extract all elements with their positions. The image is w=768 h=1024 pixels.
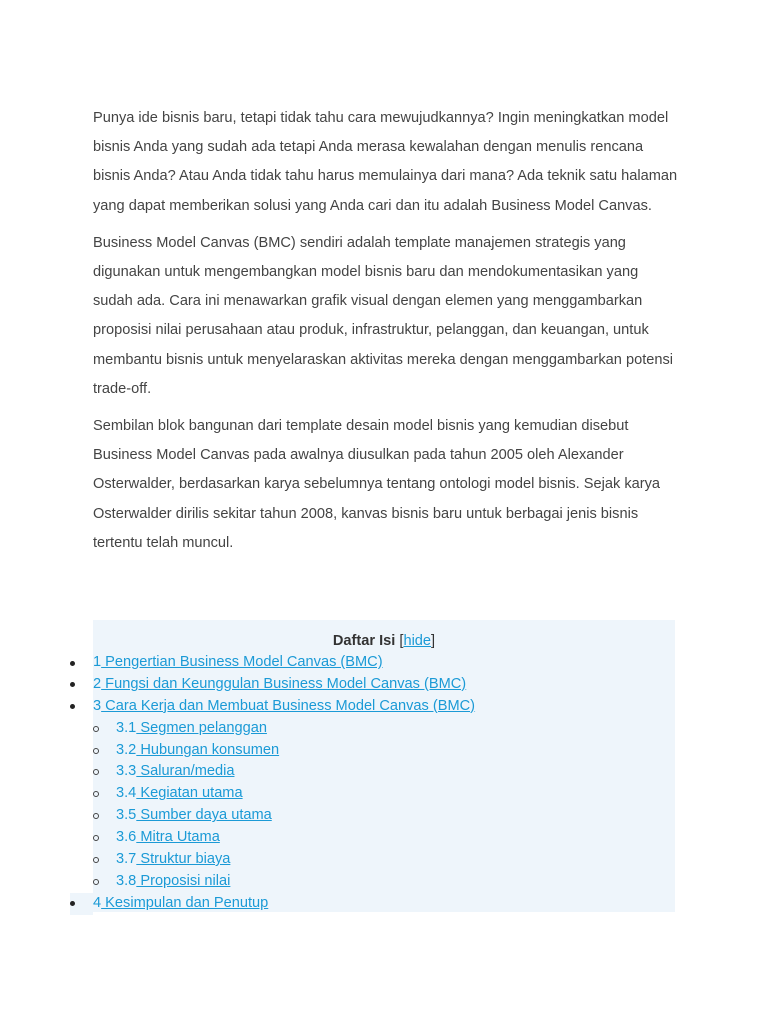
toc-item-link[interactable]: Kegiatan utama [136, 785, 243, 802]
toc-bracket-open: [ [395, 633, 404, 649]
toc-item-number[interactable]: 3.8 [116, 872, 137, 889]
toc-subitem[interactable] [0, 871, 768, 893]
toc-item[interactable] [0, 674, 768, 696]
toc-item-link[interactable]: Proposisi nilai [136, 872, 231, 889]
toc-item-link[interactable]: Struktur biaya [136, 851, 231, 868]
circle-bullet-icon [93, 791, 99, 797]
bullet-icon [70, 682, 75, 687]
toc-header [93, 630, 675, 652]
toc-subitem[interactable] [0, 761, 768, 783]
bullet-icon [70, 901, 75, 906]
toc-item-link[interactable]: Kesimpulan dan Penutup [101, 894, 269, 911]
circle-bullet-icon [93, 726, 99, 732]
toc-item[interactable] [0, 893, 768, 915]
bullet-icon [70, 661, 75, 666]
toc-item-link[interactable]: Cara Kerja dan Membuat Business Model Canvas (BMC) [101, 697, 476, 714]
toc-list [0, 652, 768, 915]
circle-bullet-icon [93, 835, 99, 841]
article-body [93, 104, 678, 566]
paragraph-bmc-definition: Business Model Canvas (BMC) sendiri adalah template manajemen strategis yang digunakan untuk mengembangkan model bisnis baru dan mendokumentasikan yang sudah ada. Cara ini menawarkan grafik visual dengan elemen yang menggambarkan proposisi nilai perusahaan atau produk, infrastruktur, pelanggan, dan keuangan, untuk membantu bisnis untuk menyelaraskan aktivitas mereka dengan menggambarkan potensi trade-off. [93, 234, 674, 397]
toc-hide-link[interactable]: hide [403, 633, 432, 649]
toc-item-link[interactable]: Hubungan konsumen [136, 741, 280, 758]
toc-subitem[interactable] [0, 740, 768, 762]
toc-item-number[interactable]: 3.1 [116, 719, 137, 736]
circle-bullet-icon [93, 813, 99, 819]
circle-bullet-icon [93, 857, 99, 863]
toc-item-number[interactable]: 3 [93, 697, 102, 714]
toc-bracket-close: ] [431, 633, 436, 649]
toc-item-number[interactable]: 3.3 [116, 763, 137, 780]
toc-item-number[interactable]: 3.7 [116, 851, 137, 868]
toc-item[interactable] [0, 652, 768, 674]
toc-item-link[interactable]: Mitra Utama [136, 829, 220, 846]
bullet-icon [70, 704, 75, 709]
circle-bullet-icon [93, 769, 99, 775]
paragraph-intro: Punya ide bisnis baru, tetapi tidak tahu cara mewujudkannya? Ingin meningkatkan model bisnis Anda yang sudah ada tetapi Anda merasa kewalahan dengan menulis rencana bisnis Anda? Atau Anda tidak tahu harus memulainya dari mana? Ada teknik satu halaman yang dapat memberikan solusi yang Anda cari dan itu adalah Business Model Canvas. [93, 110, 678, 214]
toc-subitem[interactable] [0, 849, 768, 871]
paragraph-history: Sembilan blok bangunan dari template desain model bisnis yang kemudian disebut Business Model Canvas pada awalnya diusulkan pada tahun 2005 oleh Alexander Osterwalder, berdasarkan karya sebelumnya tentang ontologi model bisnis. Sejak karya Osterwalder dirilis sekitar tahun 2008, kanvas bisnis baru untuk berbagai jenis bisnis tertentu telah muncul. [93, 418, 661, 551]
toc-subitem[interactable] [0, 783, 768, 805]
toc-item-link[interactable]: Sumber daya utama [136, 807, 272, 824]
toc-subitem[interactable] [0, 805, 768, 827]
circle-bullet-icon [93, 748, 99, 754]
circle-bullet-icon [93, 879, 99, 885]
toc-subitem[interactable] [0, 827, 768, 849]
toc-item-number[interactable]: 3.6 [116, 829, 137, 846]
toc-item[interactable] [0, 696, 768, 718]
toc-item-number[interactable]: 2 [93, 675, 102, 692]
toc-item-number[interactable]: 3.5 [116, 807, 137, 824]
toc-item-link[interactable]: Saluran/media [136, 763, 235, 780]
toc-title: Daftar Isi [332, 633, 396, 649]
toc-subitem[interactable] [0, 718, 768, 740]
toc-item-link[interactable]: Segmen pelanggan [136, 719, 267, 736]
toc-item-number[interactable]: 4 [93, 894, 102, 911]
toc-item-link[interactable]: Pengertian Business Model Canvas (BMC) [101, 654, 383, 670]
toc-item-number[interactable]: 3.2 [116, 741, 137, 758]
toc-item-number[interactable]: 1 [93, 654, 102, 670]
toc-item-number[interactable]: 3.4 [116, 785, 137, 802]
toc-item-link[interactable]: Fungsi dan Keunggulan Business Model Canvas (BMC) [101, 675, 467, 692]
